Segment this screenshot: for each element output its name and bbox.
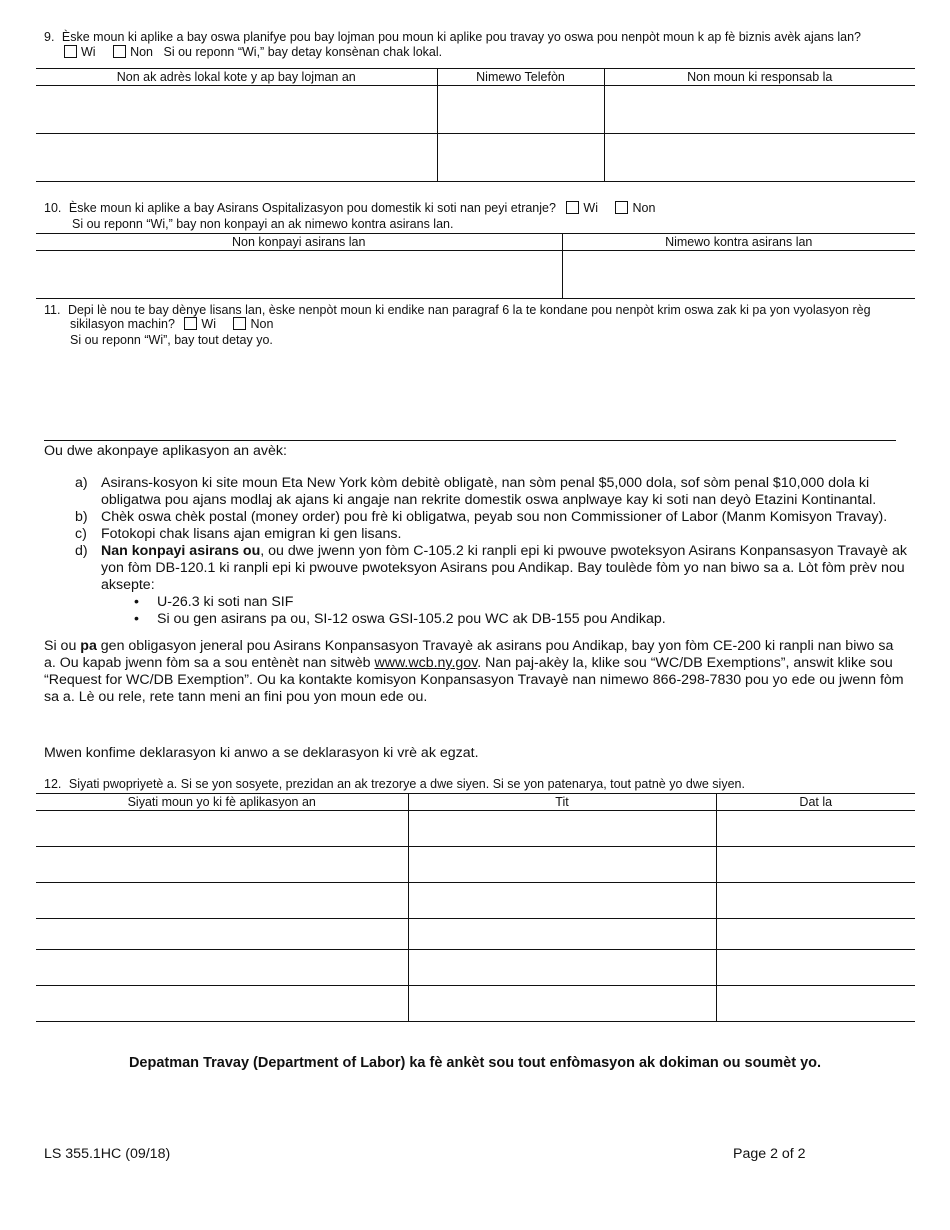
q10-header-contract: Nimewo kontra asirans lan	[562, 234, 915, 251]
table-row	[36, 986, 915, 1022]
q11-details-area[interactable]	[70, 352, 915, 436]
investigation-notice: Depatman Travay (Department of Labor) ka fè ankèt sou tout enfòmasyon ak dokiman ou soumèt yo.	[128, 1055, 822, 1071]
q10-no-label: Non	[632, 201, 656, 215]
item-c-label: c)	[75, 526, 87, 542]
affirmation-statement: Mwen konfime deklarasyon ki anwo a se deklarasyon ki vrè ak egzat.	[44, 745, 479, 761]
bullet-item: • U-26.3 ki soti nan SIF	[157, 594, 910, 611]
item-a-text: Asirans-kosyon ki site moun Eta New York kòm debitè obligatè, nan sòm penal $5,000 dola, sof sòm penal $10,000 dola ki obligatwa pou ajans modlaj ak ajans ki angaje nan rekrite domestik oswa anplwaye kay ki soti nan deyò Etazini Kontinantal.	[101, 475, 877, 508]
list-item	[75, 475, 910, 509]
exemption-bold: pa	[80, 638, 97, 654]
q11-yes-label: Wi	[201, 317, 216, 331]
q12-question	[44, 777, 924, 792]
q11-no-checkbox[interactable]	[233, 317, 246, 330]
q9-responsible-cell[interactable]	[604, 134, 915, 182]
date-cell[interactable]	[716, 919, 915, 950]
q10-yes-label: Wi	[583, 201, 598, 215]
signature-cell[interactable]	[36, 847, 408, 883]
item-b-label: b)	[75, 509, 88, 525]
q9-header-phone: Nimewo Telefòn	[437, 69, 604, 86]
q9-address-cell[interactable]	[36, 86, 437, 134]
date-cell[interactable]	[716, 847, 915, 883]
q9-lodging-table	[36, 68, 915, 182]
q9-no-label: Non	[130, 45, 153, 59]
q10-question-text: Èske moun ki aplike a bay Asirans Ospitalizasyon pou domestik ki soti nan peyi etranje?	[68, 201, 556, 215]
exemption-text-1: Si ou	[44, 638, 81, 654]
item-d-bold: Nan konpayi asirans ou	[101, 543, 261, 559]
attachments-heading: Ou dwe akonpaye aplikasyon an avèk:	[44, 443, 287, 459]
q9-header-address: Non ak adrès lokal kote y ap bay lojman an	[36, 69, 437, 86]
q9-no-checkbox[interactable]	[113, 45, 126, 58]
q10-yes-checkbox[interactable]	[566, 201, 579, 214]
q10-insurance-table	[36, 233, 915, 299]
item-b-text: Chèk oswa chèk postal (money order) pou frè ki obligatwa, peyab sou non Commissioner of Labor (Manm Komisyon Travay).	[101, 509, 888, 525]
q9-question-text: Èske moun ki aplike a bay oswa planifye pou bay lojman pou moun ki aplike pou travay yo oswa pou nenpòt moun k ap fè biznis avèk ajans lan?	[61, 30, 862, 44]
table-row	[36, 919, 915, 950]
list-item	[75, 543, 910, 594]
q11-number: 11.	[44, 303, 61, 317]
bullet-item: • Si ou gen asirans pa ou, SI-12 oswa GSI-105.2 pou WC ak DB-155 pou Andikap.	[157, 611, 910, 628]
exemption-text-2: gen obligasyon jeneral pou Asirans Konpansasyon Travayè ak asirans pou Andikap, bay yon fòm CE-200 ki ranpli nan biwo sa a. Ou kapab jwenn fòm sa a sou entènèt nan sitwèb	[44, 638, 894, 671]
q11-question-line2: sikilasyon machin?	[70, 317, 175, 331]
table-row	[36, 811, 915, 847]
item-d-rest: , ou dwe jwenn yon fòm C-105.2 ki ranpli epi ki pwouve pwoteksyon Asirans Konpansasyon Travayè ak yon fòm DB-120.1 ki ranpli epi ki pwouve pwoteksyon Asirans pou Andikap. Bay toulède fòm yo nan biwo sa a. Lòt fòm prèv nou aksepte:	[101, 543, 907, 593]
q9-header-responsible: Non moun ki responsab la	[604, 69, 915, 86]
item-d-text	[101, 543, 910, 594]
table-row	[36, 847, 915, 883]
q9-phone-cell[interactable]	[437, 134, 604, 182]
table-row	[36, 883, 915, 919]
table-row	[36, 134, 915, 182]
q11-no-label: Non	[250, 317, 274, 331]
signature-cell[interactable]	[36, 883, 408, 919]
q10-question	[44, 201, 924, 216]
exemption-paragraph	[44, 638, 908, 706]
q9-responsible-cell[interactable]	[604, 86, 915, 134]
form-code: LS 355.1HC (09/18)	[44, 1146, 171, 1162]
list-item	[75, 509, 910, 526]
title-cell[interactable]	[408, 986, 716, 1022]
table-row	[36, 251, 915, 299]
q9-phone-cell[interactable]	[437, 86, 604, 134]
table-row	[36, 950, 915, 986]
q9-question	[44, 30, 924, 45]
q9-yes-checkbox[interactable]	[64, 45, 77, 58]
title-cell[interactable]	[408, 847, 716, 883]
title-cell[interactable]	[408, 950, 716, 986]
item-d-label: d)	[75, 543, 88, 559]
signature-cell[interactable]	[36, 811, 408, 847]
q10-instruction: Si ou reponn “Wi,” bay non konpayi an ak nimewo kontra asirans lan.	[72, 217, 454, 231]
q12-header-date: Dat la	[716, 794, 915, 811]
title-cell[interactable]	[408, 919, 716, 950]
table-row	[36, 86, 915, 134]
q10-contract-cell[interactable]	[562, 251, 915, 299]
section-divider	[44, 440, 896, 441]
q10-company-cell[interactable]	[36, 251, 562, 299]
q12-header-signature: Siyati moun yo ki fè aplikasyon an	[36, 794, 408, 811]
q12-number: 12.	[44, 777, 62, 791]
q10-header-company: Non konpayi asirans lan	[36, 234, 562, 251]
title-cell[interactable]	[408, 811, 716, 847]
q12-header-title: Tit	[408, 794, 716, 811]
signature-cell[interactable]	[36, 986, 408, 1022]
item-a-label: a)	[75, 475, 88, 491]
q9-yes-label: Wi	[81, 45, 96, 59]
attachments-list	[75, 475, 910, 628]
date-cell[interactable]	[716, 986, 915, 1022]
q11-question-text: Depi lè nou te bay dènye lisans lan, èske nenpòt moun ki endike nan paragraf 6 la te kondane pou nenpòt krim oswa zak ki pa yon vyolasyon règ	[67, 303, 871, 317]
signature-cell[interactable]	[36, 919, 408, 950]
signature-cell[interactable]	[36, 950, 408, 986]
list-item	[75, 526, 910, 543]
q11-answer-row	[70, 317, 273, 332]
q11-instruction: Si ou reponn “Wi”, bay tout detay yo.	[70, 333, 273, 347]
date-cell[interactable]	[716, 950, 915, 986]
q10-no-checkbox[interactable]	[615, 201, 628, 214]
date-cell[interactable]	[716, 811, 915, 847]
title-cell[interactable]	[408, 883, 716, 919]
page-number: Page 2 of 2	[733, 1146, 806, 1162]
q9-instruction: Si ou reponn “Wi,” bay detay konsènan chak lokal.	[163, 45, 443, 59]
exemption-text-3: . Nan paj-akèy la, klike sou “WC/DB Exemptions”, answit klike sou “Request for WC/DB Exemption”. Ou ka kontakte komisyon Konpansasyon Travayè nan nimewo 866-298-7830 pou yo ede ou jwenn fòm sa a. Lè ou rele, rete tann meni an fini pou yon moun ede ou.	[44, 655, 904, 705]
signature-table	[36, 793, 915, 1022]
wcb-website-link[interactable]: www.wcb.ny.gov	[374, 655, 478, 671]
q11-yes-checkbox[interactable]	[184, 317, 197, 330]
q10-number: 10.	[44, 201, 62, 215]
q9-answer-row	[64, 45, 442, 60]
q9-address-cell[interactable]	[36, 134, 437, 182]
q11-question	[44, 303, 924, 318]
q9-number: 9.	[44, 30, 55, 44]
q12-text: Siyati pwopriyetè a. Si se yon sosyete, prezidan an ak trezorye a dwe siyen. Si se yon patenarya, tout patnè yo dwe siyen.	[68, 777, 745, 791]
accepted-forms-list	[157, 594, 910, 628]
item-c-text: Fotokopi chak lisans ajan emigran ki gen lisans.	[101, 526, 402, 542]
date-cell[interactable]	[716, 883, 915, 919]
